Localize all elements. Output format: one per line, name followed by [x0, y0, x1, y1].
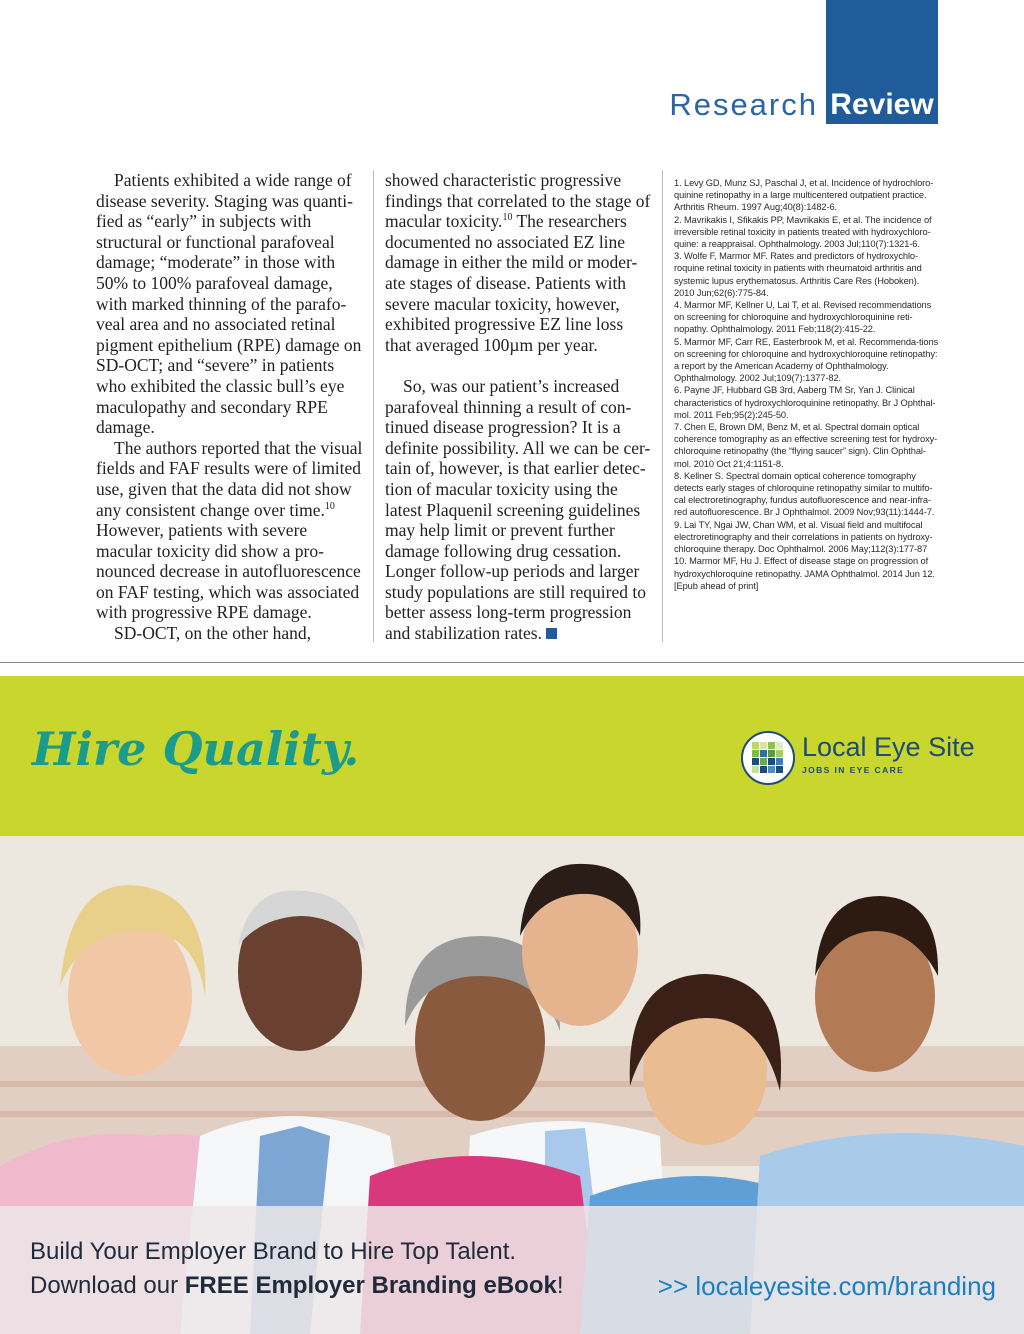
references-list — [674, 177, 940, 592]
ad-footer-band — [0, 1206, 1024, 1334]
grid-eye-logo-icon — [740, 730, 796, 786]
page-rule — [0, 662, 1024, 663]
ad-headline-band — [0, 676, 1024, 836]
reference-item: 4. Marmor MF, Kellner U, Lai T, et al. Revised recommendations on screening for chloroquine and hydroxychloroquinine reti-nopathy. Ophthalmology. 2011 Feb;118(2):415-22. — [674, 300, 932, 335]
reference-item: 8. Kellner S. Spectral domain optical coherence tomography detects early stages of chloroquine retinopathy similar to multifo-cal electroretinography, fundus autofluorescence and near-infra-red autofluorescence. Br J Ophthalmol. 2009 Nov;93(11):1444-7. — [674, 470, 935, 518]
article-column-1 — [96, 170, 364, 644]
section-title-review: Review — [830, 88, 934, 121]
article-paragraph: Patients exhibited a wide range of disease severity. Staging was quanti-fied as “early” in subjects with structural or functional parafoveal damage; “moderate” in those with 50% to 100% parafoveal damage, with marked thinning of the parafo-veal area and no associated retinal pigment epithelium (RPE) damage on SD-OCT; and “severe” in patients who exhibited the classic bull’s eye maculopathy and secondary RPE damage. — [96, 170, 362, 438]
brand-logo[interactable] — [740, 728, 1000, 788]
paragraph-gap — [385, 355, 653, 376]
reference-item: 1. Levy GD, Munz SJ, Paschal J, et al. Incidence of hydrochloro-quinine retinopathy in a large multicentered outpatient practice. Arthritis Rheum. 1997 Aug;40(8):1482-6. — [674, 178, 934, 213]
end-of-article-icon — [546, 628, 557, 639]
reference-item: 3. Wolfe F, Marmor MF. Rates and predictors of hydroxychlo-roquine retinal toxicity in patients with rheumatoid arthritis and systemic lupus erythematosus. Arthritis Care Res (Hoboken). 2010 Jun;62(6):775-84. — [674, 251, 922, 298]
article-paragraph: The authors reported that the visual fields and FAF results were of limited use, given that the data did not show any consistent change over time.$^{10}$ However, patients with severe macular toxicity did show a pro-nounced decrease in autofluorescence on FAF testing, which was associated with progressive RPE damage. — [96, 437, 363, 623]
ad-headline: Hire Quality. — [32, 722, 360, 776]
column-divider — [373, 170, 374, 642]
logo-tagline: JOBS IN EYE CARE — [802, 765, 905, 775]
reference-item: 6. Payne JF, Hubbard GB 3rd, Aaberg TM Sr, Yan J. Clinical characteristics of hydroxychloroquinine retinopathy. Br J Ophthal-mol. 2011 Feb;95(2):245-50. — [674, 385, 936, 420]
article-paragraph: SD-OCT, on the other hand, — [114, 623, 312, 644]
article-column-2 — [385, 170, 653, 644]
cta-ebook-link[interactable]: FREE Employer Branding eBook — [184, 1272, 557, 1299]
cta-prefix: Download our — [30, 1272, 185, 1299]
section-title-research: Research — [669, 87, 818, 122]
column-divider — [662, 170, 663, 642]
article-paragraph: showed characteristic progressive findings that correlated to the stage of macular toxicity.$^{10}$ The researchers documented no associated EZ line damage in either the mild or moder-ate stages of disease. Patients with severe macular toxicity, however, exhibited progressive EZ line loss that averaged 100µm per year. — [385, 170, 651, 355]
ad-cta-line-1: Build Your Employer Brand to Hire Top Talent. — [30, 1238, 517, 1265]
cta-suffix: ! — [556, 1272, 564, 1299]
reference-item: 9. Lai TY, Ngai JW, Chan WM, et al. Visual field and multifocal electroretinography and their correlations in patients on hydroxy-chloroquine therapy. Doc Ophthalmol. 2006 May;112(3):177-87 — [674, 519, 933, 555]
reference-item: 7. Chen E, Brown DM, Benz M, et al. Spectral domain optical coherence tomography as an effective screening test for hydroxy-chloroquine retinopathy (the “flying saucer” sign). Clin Ophthal-mol. 2010 Oct 21;4:1151-8. — [674, 422, 938, 469]
logo-name: Local Eye Site — [802, 732, 975, 762]
reference-item: 5. Marmor MF, Carr RE, Easterbrook M, et al. Recommenda-tions on screening for chloroquine and hydroxychloroquine retinopathy: a report by the American Academy of Ophthalmology. Ophthalmology. 2002 Jul;109(7):1377-82. — [674, 336, 939, 384]
reference-item: 10. Marmor MF, Hu J. Effect of disease stage on progression of hydroxychloroquine retinopathy. JAMA Ophthalmol. 2014 Jun 12. [Epub ahead of print] — [674, 556, 935, 591]
reference-item: 2. Mavrikakis I, Sfikakis PP, Mavrikakis E, et al. The incidence of irreversible retinal toxicity in patients treated with hydroxychloro-quine: a reappraisal. Ophthalmology. 2003 Jul;110(7):1321-6. — [674, 214, 932, 250]
article-paragraph: So, was our patient’s increased parafoveal thinning a result of con-tinued disease progression? It is a definite possibility. All we can be cer-tain of, however, is that earlier detec-tion of macular toxicity using the latest Plaquenil screening guidelines may help limit or prevent further damage following drug cessation. Longer follow-up periods and larger study populations are still required to better assess long-term progression and stabilization rates. — [385, 375, 651, 644]
ad-cta-line-2[interactable] — [30, 1271, 564, 1301]
ad-url-link[interactable]: >> localeyesite.com/branding — [657, 1271, 996, 1301]
advertisement[interactable] — [0, 676, 1024, 1334]
